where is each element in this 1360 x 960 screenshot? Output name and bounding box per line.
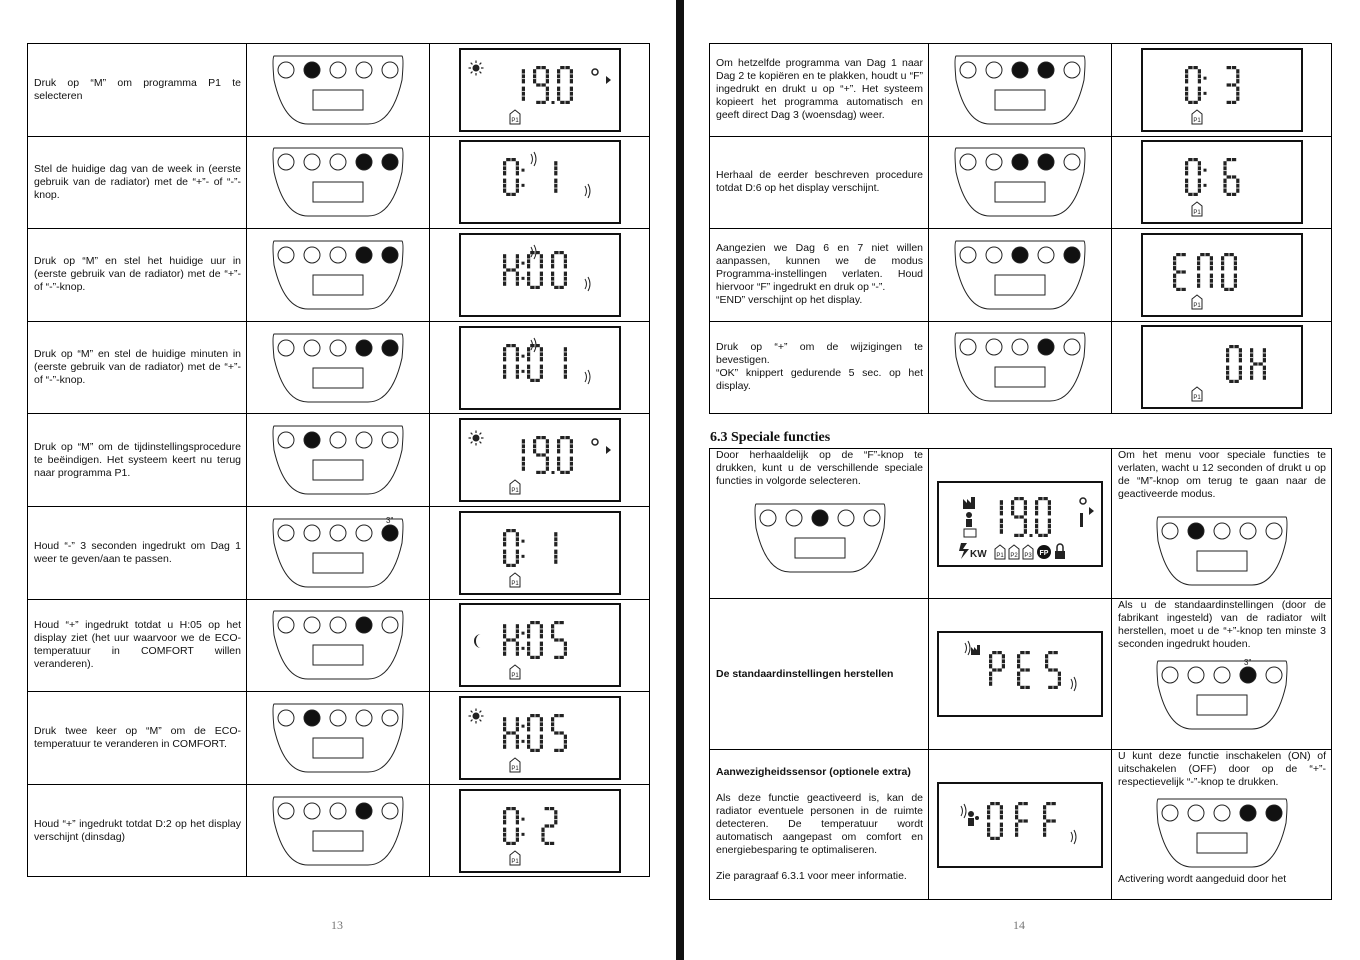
button-pressed [1012, 154, 1028, 170]
panel-screen [995, 182, 1045, 202]
person-body [966, 519, 972, 527]
special-text: Door herhaaldelijk op de “F”-knop te drukken, kunt u de verschillende speciale functies in volgorde selecteren. [716, 449, 923, 487]
button-pressed [1240, 805, 1256, 821]
program-label: P1 [510, 858, 519, 865]
colon-dot [1203, 184, 1206, 187]
button [330, 154, 346, 170]
keypad-cell [247, 599, 430, 692]
colon-dot [1203, 76, 1206, 79]
keypad-cell [247, 784, 430, 877]
button [356, 62, 372, 78]
control-panel [950, 142, 1090, 222]
button [382, 62, 398, 78]
colon-dot [521, 725, 524, 728]
lcd-cell [1112, 136, 1332, 229]
program-label: P1 [510, 765, 519, 772]
colon-dot [521, 184, 524, 187]
button [304, 154, 320, 170]
lcd-display [1141, 48, 1303, 132]
button [1214, 523, 1230, 539]
button [986, 247, 1002, 263]
special-function-row [710, 599, 1332, 750]
special-title: De standaardinstellingen herstellen [716, 667, 894, 680]
step-text: Stel de huidige dag van de week in (eerste gebruik van de radiator) met de “+”- of “-”-knop. [34, 162, 241, 201]
person-icon [966, 512, 972, 518]
step-instruction [28, 692, 247, 785]
lcd-display [1141, 140, 1303, 224]
step-instruction [710, 44, 929, 137]
program-label: P1 [510, 673, 519, 680]
keypad-cell [247, 414, 430, 507]
fp-label: FP [1039, 549, 1049, 557]
keypad-cell [929, 136, 1112, 229]
lcd-display [937, 782, 1103, 868]
kw-label: KW [970, 548, 987, 560]
button [986, 62, 1002, 78]
special-text: Als deze functie geactiveerd is, kan de radiator eventuele personen in de ruimte detecteren. De temperatuur wordt automatisch aangepast om comfort en energiebesparing te optimaliseren. [716, 792, 923, 856]
step-text: Aangezien we Dag 6 en 7 niet willen aanpassen, kunnen we de modus Programma-instellingen verlaten. Houd hiervoor “F” ingedrukt en druk op “-”. “END” verschijnt op het display. [716, 242, 923, 307]
lcd-display [459, 48, 621, 132]
lcd-display [459, 696, 621, 780]
lcd-cell [929, 449, 1112, 599]
step-row [710, 229, 1332, 322]
button [330, 340, 346, 356]
lcd-cell [430, 44, 650, 137]
control-panel [750, 498, 890, 578]
decimal-point [1030, 534, 1033, 537]
page-13 [0, 0, 676, 960]
keypad-cell [247, 692, 430, 785]
button [304, 617, 320, 633]
special-reference: Zie paragraaf 6.3.1 voor meer informatie. [716, 870, 907, 882]
colon-dot [521, 632, 524, 635]
button-pressed [812, 510, 828, 526]
button [1064, 339, 1080, 355]
lcd-cell [1112, 321, 1332, 414]
control-panel [268, 513, 408, 593]
button-pressed [382, 154, 398, 170]
step-instruction [710, 321, 929, 414]
action-text: U kunt deze functie inschakelen (ON) of uitschakelen (OFF) door op de “+”-respectievelijk “-”-knop te drukken. [1118, 750, 1326, 788]
button [1266, 523, 1282, 539]
button [356, 710, 372, 726]
button [1162, 805, 1178, 821]
control-panel [268, 235, 408, 315]
lcd-cell [1112, 44, 1332, 137]
button [1064, 62, 1080, 78]
person-icon [968, 811, 974, 817]
button-pressed [1240, 667, 1256, 683]
sun-icon [468, 60, 483, 75]
program-label: P1 [996, 552, 1004, 559]
button [278, 432, 294, 448]
colon-dot [521, 539, 524, 542]
button [986, 154, 1002, 170]
panel-screen [313, 738, 363, 758]
step-text: Houd “-” 3 seconden ingedrukt om Dag 1 weer te geven/aan te passen. [34, 539, 241, 565]
panel-screen [1197, 551, 1247, 571]
steps-table-left [27, 43, 650, 877]
control-panel [268, 142, 408, 222]
action-text: Als u de standaardinstellingen (door de fabrikant ingesteld) van de radiator wilt herstellen, moet u de “+”-knop ten minste 3 seconden ingedrukt houden. [1118, 599, 1326, 650]
panel-screen [995, 90, 1045, 110]
button [356, 525, 372, 541]
lcd-frame [460, 790, 620, 872]
colon-dot [1203, 92, 1206, 95]
step-row [28, 599, 650, 692]
button [330, 803, 346, 819]
control-panel [1152, 511, 1292, 591]
lcd-cell [430, 321, 650, 414]
lcd-display [459, 789, 621, 873]
panel-screen [1197, 833, 1247, 853]
button [1162, 667, 1178, 683]
colon-dot [1203, 169, 1206, 172]
button-pressed [1266, 805, 1282, 821]
lcd-display [459, 511, 621, 595]
control-panel [1152, 793, 1292, 873]
lcd-frame [1142, 326, 1302, 408]
control-panel [268, 605, 408, 685]
program-label: P1 [510, 580, 519, 587]
lcd-cell [430, 229, 650, 322]
colon-dot [521, 740, 524, 743]
program-label: P1 [510, 488, 519, 495]
step-row [28, 784, 650, 877]
program-label: P1 [510, 117, 519, 124]
panel-screen [995, 367, 1045, 387]
button-pressed [304, 432, 320, 448]
lcd-display [459, 140, 621, 224]
sun-icon [468, 431, 483, 446]
special-function-row [710, 449, 1332, 599]
lcd-frame [460, 512, 620, 594]
panel-screen [1197, 695, 1247, 715]
button [278, 340, 294, 356]
step-instruction [710, 229, 929, 322]
button-pressed [356, 247, 372, 263]
button-pressed [1038, 62, 1054, 78]
button [304, 247, 320, 263]
colon-dot [521, 169, 524, 172]
step-text: Houd “+” ingedrukt totdat D:2 op het display verschijnt (dinsdag) [34, 817, 241, 843]
button-pressed [382, 525, 398, 541]
special-function-action [1112, 449, 1332, 599]
button [1214, 805, 1230, 821]
button [1162, 523, 1178, 539]
program-label: P1 [1192, 117, 1201, 124]
step-instruction [28, 599, 247, 692]
person-body [968, 818, 974, 826]
steps-table-right [709, 43, 1332, 414]
button [278, 62, 294, 78]
lcd-display [1141, 233, 1303, 317]
control-panel [268, 328, 408, 408]
lcd-frame [1142, 141, 1302, 223]
action-footer: Activering wordt aangeduid door het [1118, 873, 1287, 885]
keypad-cell [929, 321, 1112, 414]
sun-icon [468, 708, 483, 723]
hold-duration-label: 3" [1244, 658, 1252, 667]
step-row [28, 44, 650, 137]
keypad-cell [247, 321, 430, 414]
button [960, 339, 976, 355]
program-label: P2 [1010, 552, 1018, 559]
step-row [28, 321, 650, 414]
step-text: Druk op “+” om de wijzigingen te bevestigen. “OK” knippert gedurende 5 sec. op het display. [716, 341, 923, 393]
step-instruction [710, 136, 929, 229]
button [1240, 523, 1256, 539]
special-function-action [1112, 750, 1332, 900]
step-instruction [28, 136, 247, 229]
panel-screen [313, 182, 363, 202]
lcd-display [937, 481, 1103, 567]
button-pressed [382, 247, 398, 263]
button [960, 62, 976, 78]
step-row [28, 136, 650, 229]
decimal-point [551, 471, 554, 474]
button-pressed [356, 340, 372, 356]
lcd-frame [938, 783, 1102, 867]
button [330, 710, 346, 726]
button [356, 432, 372, 448]
colon-dot [521, 832, 524, 835]
lcd-display [459, 233, 621, 317]
colon-dot [521, 262, 524, 265]
panel-screen [313, 275, 363, 295]
program-label: P1 [1192, 210, 1201, 217]
action-text: Om het menu voor speciale functies te verlaten, wacht u 12 seconden of drukt u op de “M”-knop om terug te gaan naar de geactiveerde modus. [1118, 449, 1326, 500]
step-instruction [28, 506, 247, 599]
lcd-display [1141, 325, 1303, 409]
button [864, 510, 880, 526]
lcd-cell [929, 599, 1112, 750]
panel-screen [313, 368, 363, 388]
page-number: 13 [331, 918, 343, 932]
step-instruction [28, 44, 247, 137]
button-pressed [356, 617, 372, 633]
button [278, 710, 294, 726]
step-instruction [28, 321, 247, 414]
button-pressed [382, 340, 398, 356]
button [960, 247, 976, 263]
button [330, 525, 346, 541]
button [330, 62, 346, 78]
keypad-cell [247, 506, 430, 599]
control-panel [950, 327, 1090, 407]
step-row [710, 136, 1332, 229]
button [304, 340, 320, 356]
decimal-point [551, 101, 554, 104]
step-text: Druk op “M” en stel het huidige uur in (eerste gebruik van de radiator) met de “+”- of “-”-knop. [34, 255, 241, 294]
button [1038, 247, 1054, 263]
step-text: Druk op “M” om de tijdinstellingsprocedure te beëindigen. Het systeem keert nu terug naar programma P1. [34, 440, 241, 479]
button [382, 710, 398, 726]
lcd-cell [430, 506, 650, 599]
page-number: 14 [1013, 918, 1025, 932]
step-text: Om hetzelfde programma van Dag 1 naar Dag 2 te kopiëren en te plakken, houdt u “F” ingedrukt en drukt u op “+”. Het systeem kopieert het programma automatisch en geeft direct Dag 3 (woensdag) weer. [716, 57, 923, 122]
button-pressed [1188, 523, 1204, 539]
button [382, 617, 398, 633]
keypad-cell [929, 44, 1112, 137]
panel-screen [313, 553, 363, 573]
lcd-frame [460, 141, 620, 223]
button [838, 510, 854, 526]
colon-dot [521, 817, 524, 820]
special-function-description [710, 449, 929, 599]
program-label: P3 [1024, 552, 1032, 559]
button [1188, 667, 1204, 683]
lcd-display [459, 603, 621, 687]
panel-screen [313, 90, 363, 110]
colon-dot [521, 647, 524, 650]
sensor-dot [975, 816, 979, 820]
button [278, 525, 294, 541]
button-pressed [1012, 62, 1028, 78]
button-pressed [1012, 247, 1028, 263]
step-row [28, 692, 650, 785]
button-pressed [1038, 154, 1054, 170]
lock-icon [1055, 551, 1065, 559]
step-row [28, 414, 650, 507]
control-panel [950, 235, 1090, 315]
step-row [710, 44, 1332, 137]
control-panel [1152, 655, 1292, 735]
step-row [28, 506, 650, 599]
button [278, 247, 294, 263]
step-text: Herhaal de eerder beschreven procedure totdat D:6 op het display verschijnt. [716, 169, 923, 195]
step-text: Druk op “M” om programma P1 te selecteren [34, 76, 241, 102]
button [278, 617, 294, 633]
page-gutter [676, 0, 684, 960]
panel-screen [995, 275, 1045, 295]
program-label: P1 [1192, 302, 1201, 309]
colon-dot [521, 277, 524, 280]
keypad-cell [247, 229, 430, 322]
lcd-display [937, 631, 1103, 717]
button [382, 803, 398, 819]
lcd-cell [430, 692, 650, 785]
button [278, 154, 294, 170]
lcd-cell [430, 414, 650, 507]
button [960, 154, 976, 170]
button-pressed [1038, 339, 1054, 355]
colon-dot [521, 369, 524, 372]
keypad-cell [247, 44, 430, 137]
colon-dot [521, 354, 524, 357]
button [330, 617, 346, 633]
keypad-cell [929, 229, 1112, 322]
button [278, 803, 294, 819]
lcd-frame [460, 419, 620, 501]
thermometer-icon [1080, 513, 1083, 527]
button [1266, 667, 1282, 683]
panel-screen [313, 645, 363, 665]
button-pressed [304, 62, 320, 78]
control-panel [950, 50, 1090, 130]
step-instruction [28, 414, 247, 507]
control-panel [268, 50, 408, 130]
button [382, 432, 398, 448]
button [304, 803, 320, 819]
control-panel [268, 698, 408, 778]
lcd-frame [460, 49, 620, 131]
special-function-description [710, 599, 929, 750]
step-text: Druk twee keer op “M” om de ECO-temperatuur te veranderen in COMFORT. [34, 724, 241, 750]
step-instruction [28, 229, 247, 322]
special-function-action [1112, 599, 1332, 750]
button [304, 525, 320, 541]
lcd-frame [1142, 49, 1302, 131]
special-function-row [710, 750, 1332, 900]
step-row [28, 229, 650, 322]
control-panel [268, 791, 408, 871]
special-title: Aanwezigheidssensor (optionele extra) [716, 766, 911, 778]
step-text: Druk op “M” en stel de huidige minuten in (eerste gebruik van de radiator) met de “+”- of “-”-knop. [34, 348, 241, 387]
lcd-cell [430, 136, 650, 229]
control-panel [268, 420, 408, 500]
lcd-cell [1112, 229, 1332, 322]
step-instruction [28, 784, 247, 877]
button-pressed [304, 710, 320, 726]
button-pressed [356, 803, 372, 819]
special-function-description [710, 750, 929, 900]
step-row [710, 321, 1332, 414]
button [786, 510, 802, 526]
program-label: P1 [1192, 395, 1201, 402]
button [760, 510, 776, 526]
button-pressed [356, 154, 372, 170]
lcd-display [459, 418, 621, 502]
button [1064, 154, 1080, 170]
panel-screen [313, 460, 363, 480]
hold-duration-label: 3" [386, 515, 394, 525]
button-pressed [1064, 247, 1080, 263]
special-functions-table [709, 448, 1332, 900]
button [1188, 805, 1204, 821]
section-heading: 6.3 Speciale functies [710, 430, 831, 445]
lcd-cell [929, 750, 1112, 900]
panel-screen [313, 831, 363, 851]
lcd-cell [430, 784, 650, 877]
panel-screen [795, 538, 845, 558]
lcd-frame [938, 482, 1102, 566]
button [1012, 339, 1028, 355]
button [330, 432, 346, 448]
button [1214, 667, 1230, 683]
lcd-cell [430, 599, 650, 692]
button [986, 339, 1002, 355]
lcd-display [459, 326, 621, 410]
button [330, 247, 346, 263]
colon-dot [521, 555, 524, 558]
keypad-cell [247, 136, 430, 229]
step-text: Houd “+” ingedrukt totdat u H:05 op het display ziet (het uur waarvoor we de ECO-temperatuur in COMFORT willen veranderen). [34, 619, 241, 671]
